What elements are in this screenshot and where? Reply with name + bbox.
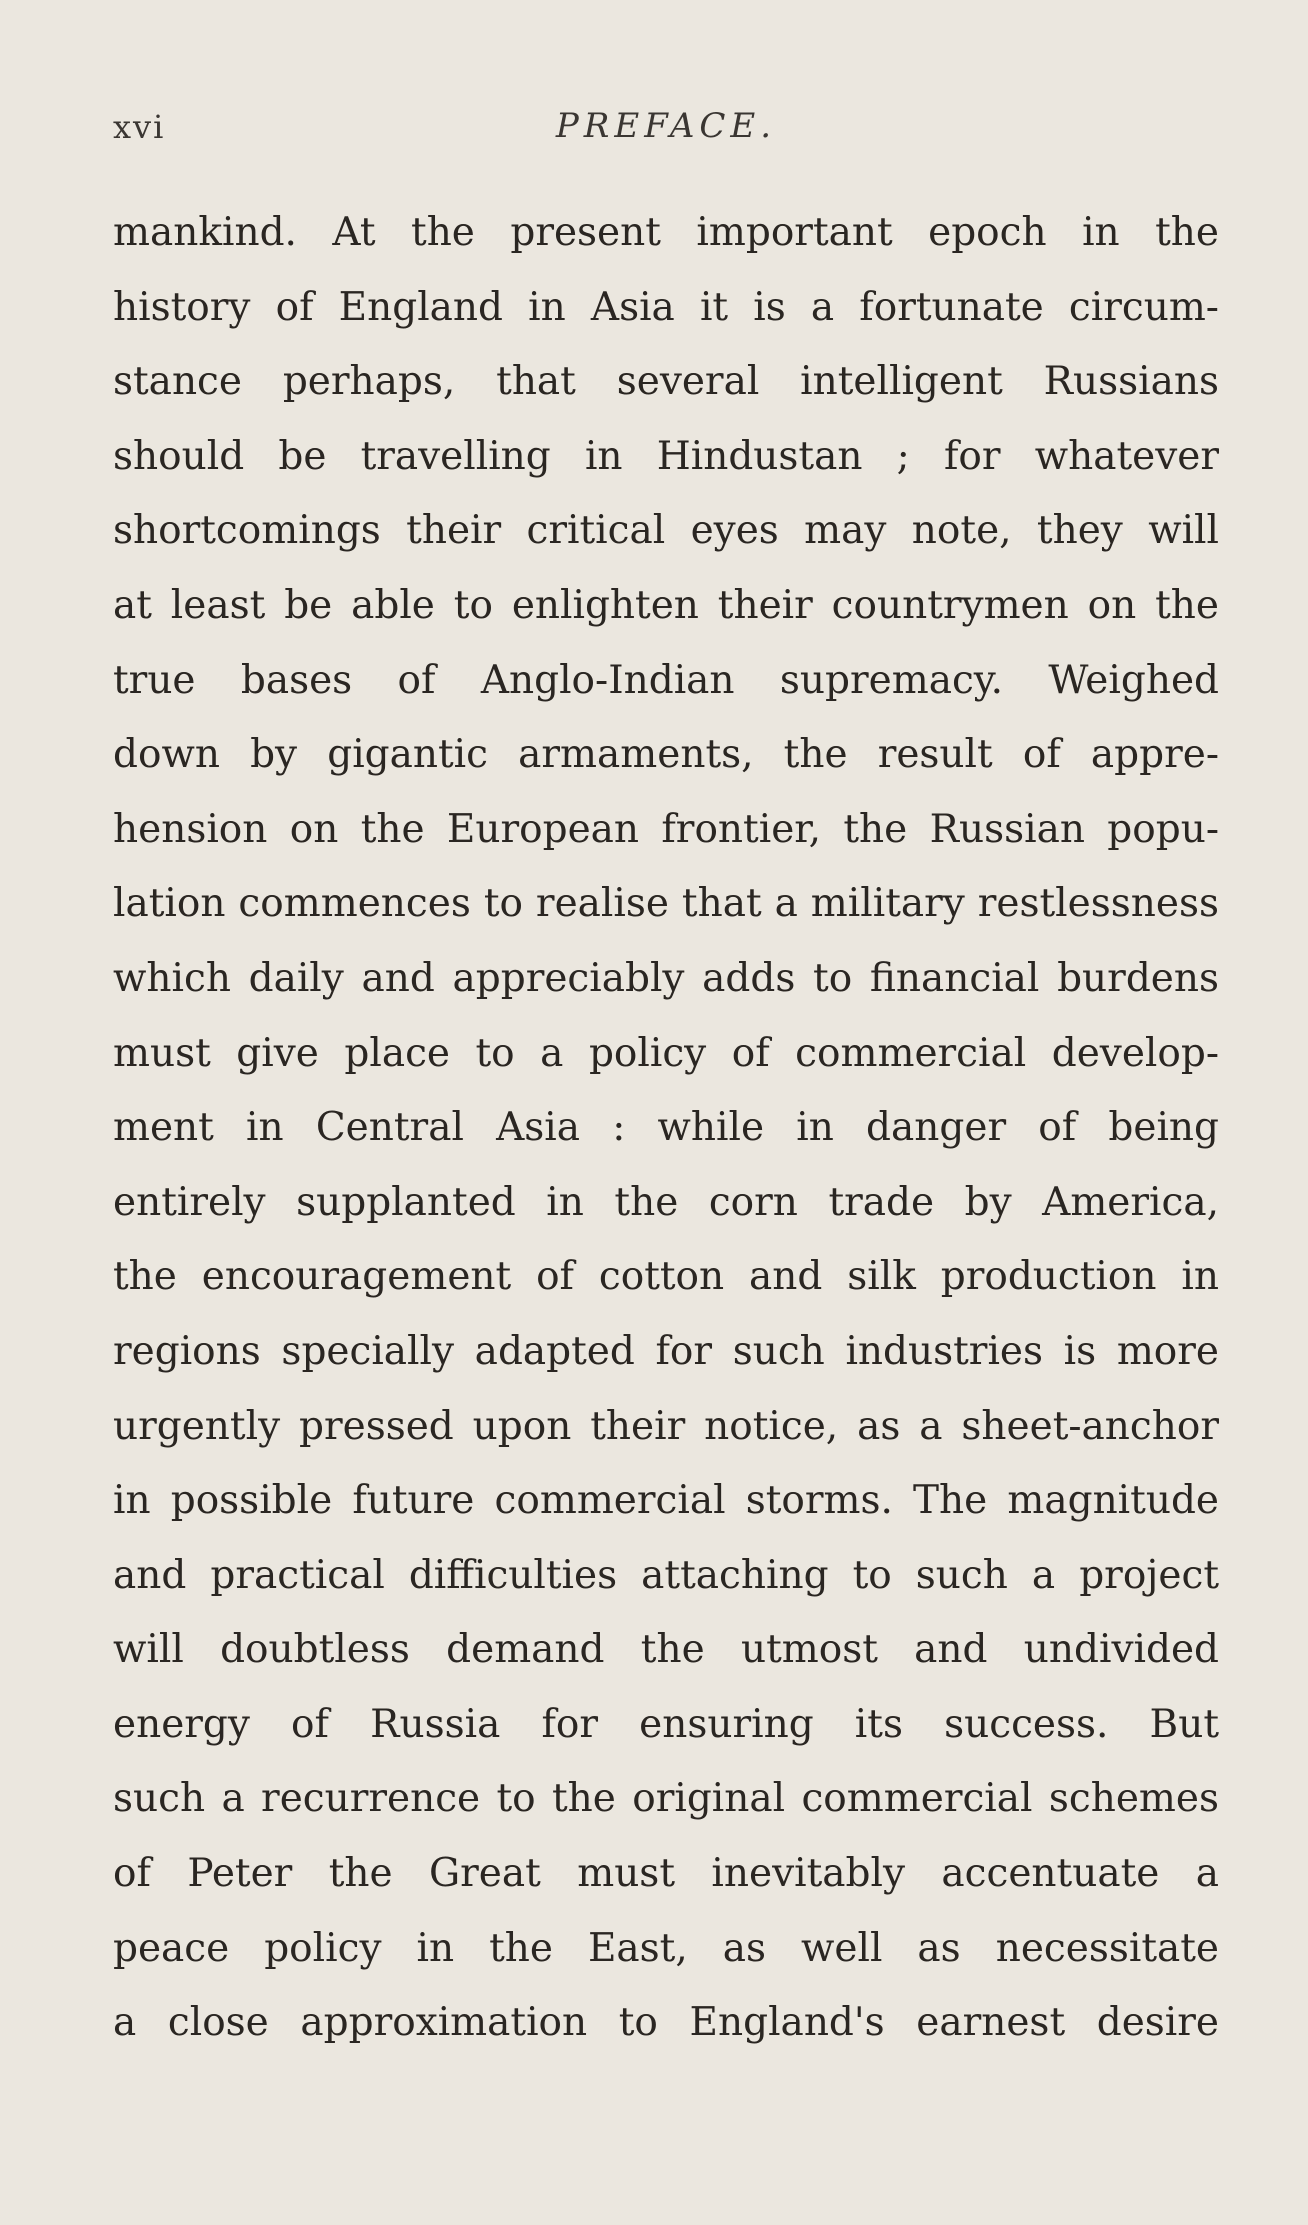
text-line: energy of Russia for ensuring its success. But xyxy=(113,1701,1219,1747)
text-line: mankind. At the present important epoch in the xyxy=(113,210,1219,255)
running-head xyxy=(113,100,1219,160)
text-line: ment in Central Asia : while in danger of being xyxy=(113,1105,1219,1151)
text-line: and practical difficulties attaching to such a project xyxy=(113,1552,1219,1598)
text-line: such a recurrence to the original commercial schemes xyxy=(113,1776,1219,1822)
text-line: the encouragement of cotton and silk production in xyxy=(113,1254,1219,1300)
text-line: history of England in Asia it is a fortunate circum- xyxy=(113,284,1219,330)
page-title: PREFACE. xyxy=(555,106,777,146)
text-line: urgently pressed upon their notice, as a sheet-anchor xyxy=(113,1403,1219,1449)
text-line: peace policy in the East, as well as necessitate xyxy=(113,1925,1219,1971)
text-line: in possible future commercial storms. The magnitude xyxy=(113,1478,1219,1524)
text-line: lation commences to realise that a military restlessness xyxy=(113,881,1219,927)
text-line: a close approximation to England's earnest desire xyxy=(113,2000,1219,2046)
text-line: will doubtless demand the utmost and undivided xyxy=(113,1627,1219,1673)
text-line: stance perhaps, that several intelligent Russians xyxy=(113,359,1219,405)
page-number: xvi xyxy=(113,108,166,146)
text-line: entirely supplanted in the corn trade by America, xyxy=(113,1179,1219,1225)
text-line: down by gigantic armaments, the result of appre- xyxy=(113,732,1219,778)
text-line: should be travelling in Hindustan ; for whatever xyxy=(113,433,1219,479)
text-line: true bases of Anglo-Indian supremacy. Weighed xyxy=(113,657,1219,703)
text-line: hension on the European frontier, the Russian popu- xyxy=(113,806,1219,852)
text-line: must give place to a policy of commercial develop- xyxy=(113,1030,1219,1076)
text-line: regions specially adapted for such industries is more xyxy=(113,1328,1219,1374)
text-line: at least be able to enlighten their countrymen on the xyxy=(113,582,1219,628)
text-line: of Peter the Great must inevitably accentuate a xyxy=(113,1851,1219,1897)
body-text xyxy=(113,196,1219,2061)
text-line: shortcomings their critical eyes may note, they will xyxy=(113,508,1219,554)
text-line: which daily and appreciably adds to financial burdens xyxy=(113,955,1219,1001)
